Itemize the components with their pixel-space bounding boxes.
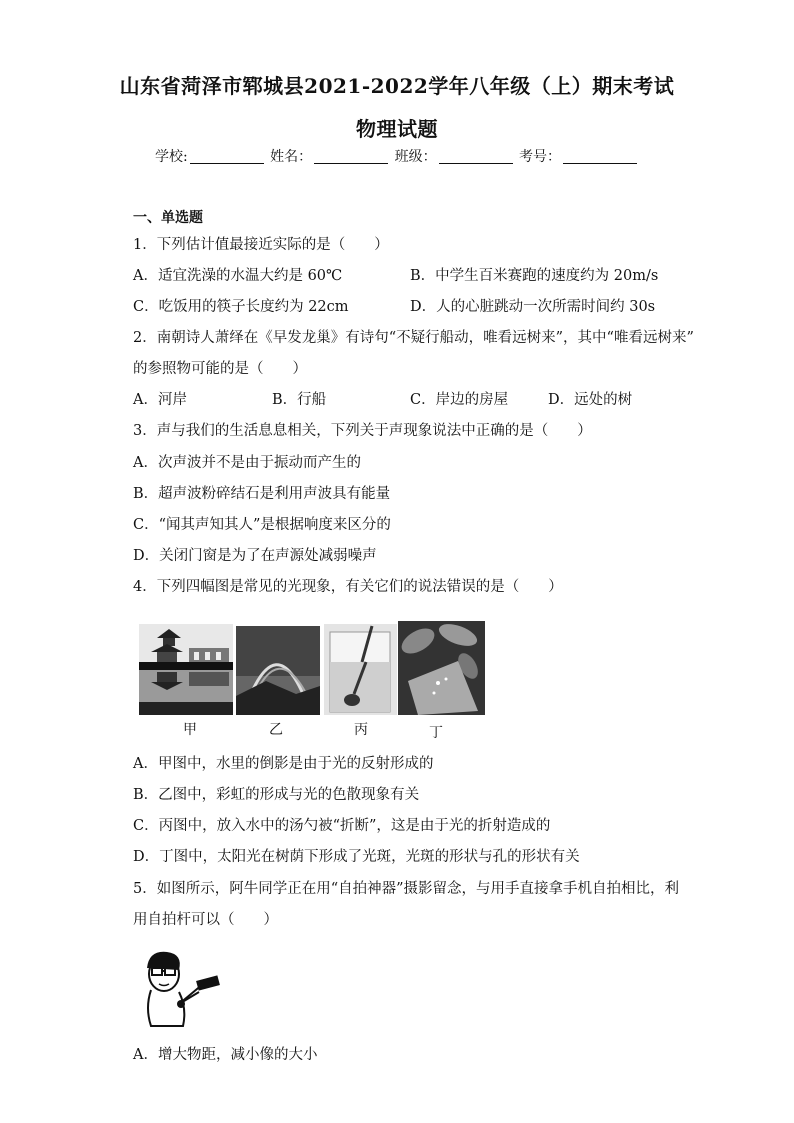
q1-option-a: A．适宜洗澡的水温大约是 60℃ [133,268,343,284]
student-info-line [0,146,794,166]
q2-option-c: C．岸边的房屋 [410,392,509,408]
q2-stem-line2: 的参照物可能的是（ ） [133,361,307,377]
q3-option-d: D．关闭门窗是为了在声源处减弱噪声 [133,548,377,564]
class-blank [439,149,513,164]
school-label: 学校: [154,149,188,165]
q5-stem-line1: 5．如图所示，阿牛同学正在用“自拍神器”摄影留念，与用手直接拿手机自拍相比，利 [133,881,680,897]
exam-subtitle: 物理试题 [356,117,438,141]
caption-bing: 丙 [354,722,368,738]
q4-option-a: A．甲图中，水里的倒影是由于光的反射形成的 [133,756,434,772]
q2-stem-line1: 2．南朝诗人萧绎在《早发龙巢》有诗句“不疑行船动，唯看远树来”，其中“唯看远树来” [133,330,694,346]
caption-ding: 丁 [429,725,443,741]
q4-stem: 4．下列四幅图是常见的光现象，有关它们的说法错误的是（ ） [133,579,563,595]
number-label: 考号： [519,149,562,165]
q2-option-a: A．河岸 [133,392,187,408]
name-blank [314,149,388,164]
q3-option-b: B．超声波粉碎结石是利用声波具有能量 [133,486,391,502]
q3-option-a: A．次声波并不是由于振动而产生的 [133,455,361,471]
caption-jia: 甲 [183,722,197,738]
q3-stem: 3．声与我们的生活息息相关，下列关于声现象说法中正确的是（ ） [133,423,592,439]
exam-title: 山东省菏泽市郓城县2021-2022学年八年级（上）期末考试 [119,74,675,98]
name-label: 姓名： [270,149,313,165]
caption-yi: 乙 [269,722,283,738]
number-blank [563,149,637,164]
q3-option-c: C．“闻其声知其人”是根据响度来区分的 [133,517,391,533]
q1-option-d: D．人的心脏跳动一次所需时间约 30s [410,299,656,315]
q1-stem: 1．下列估计值最接近实际的是（ ） [133,237,389,253]
q2-option-d: D．远处的树 [548,392,633,408]
q1-option-c: C．吃饭用的筷子长度约为 22cm [133,299,349,315]
pavilion-reflection-image [139,624,233,715]
q4-option-b: B．乙图中，彩虹的形成与光的色散现象有关 [133,787,420,803]
selfie-stick-image [139,948,223,1030]
q1-option-b: B．中学生百米赛跑的速度约为 20m/s [410,268,659,284]
q2-option-b: B．行船 [272,392,327,408]
q4-option-c: C．丙图中，放入水中的汤勺被“折断”，这是由于光的折射造成的 [133,818,551,834]
q5-option-a: A．增大物距，减小像的大小 [133,1047,318,1063]
spoon-in-water-image [324,624,397,715]
q5-stem-line2: 用自拍杆可以（ ） [133,912,278,928]
section-heading: 一、单选题 [133,210,203,226]
light-spot-image [398,621,485,715]
rainbow-image [236,626,320,715]
class-label: 班级： [394,149,437,165]
q4-option-d: D．丁图中，太阳光在树荫下形成了光斑，光斑的形状与孔的形状有关 [133,849,580,865]
school-blank [190,149,264,164]
